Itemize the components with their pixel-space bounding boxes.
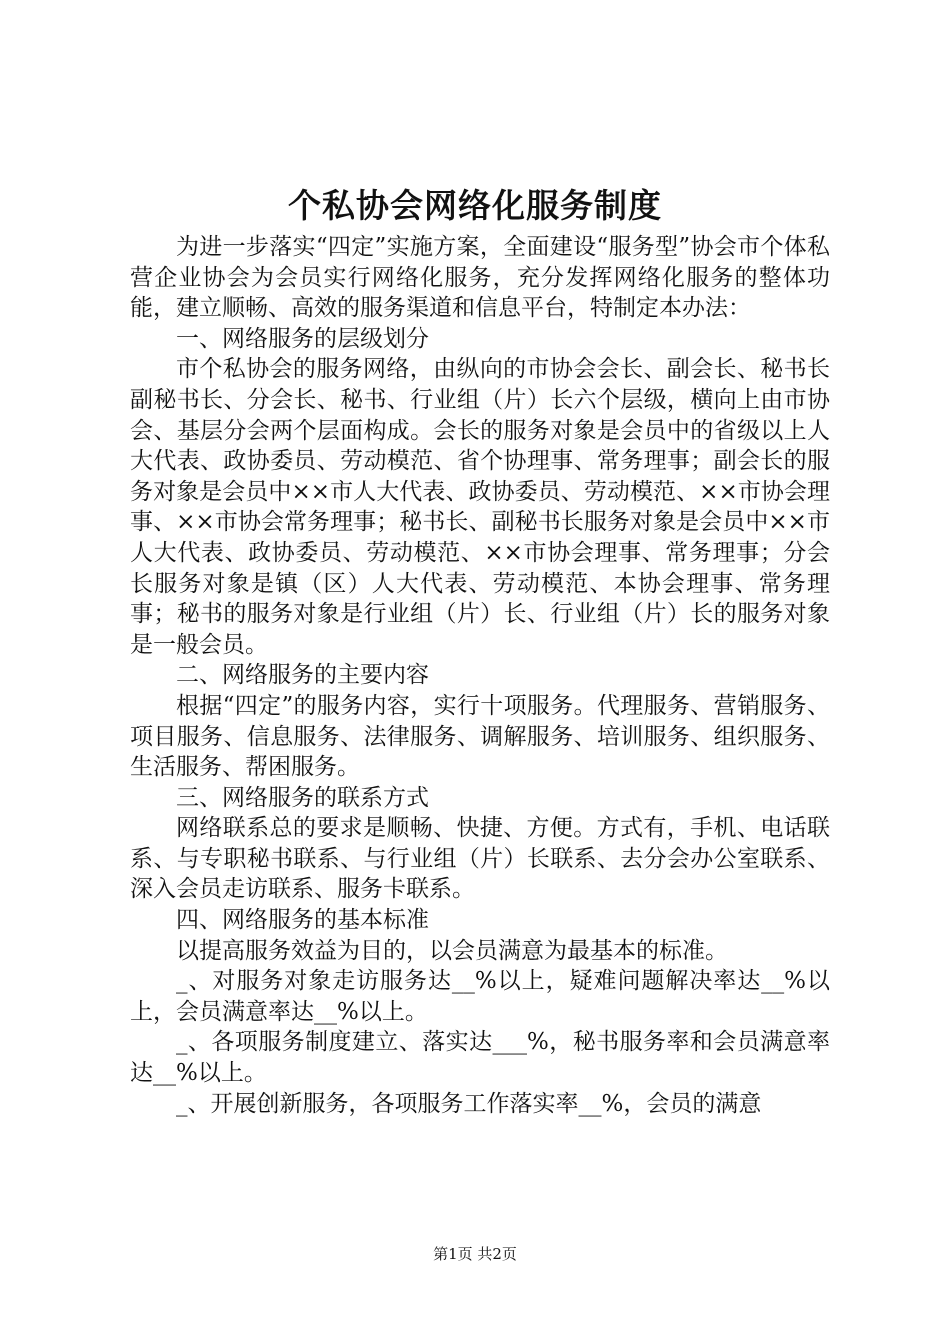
section-heading-2: 二、网络服务的主要内容 (176, 662, 429, 689)
section-3-paragraph: 网络联系总的要求是顺畅、快捷、方便。方式有，手机、电话联系、与专职秘书联系、与行业组（片）长联系、去分会办公室联系、深入会员走访联系、服务卡联系。 (130, 815, 830, 903)
standard-item-3: _、开展创新服务，各项服务工作落实率__%，会员的满意 (176, 1090, 762, 1117)
section-heading-4: 四、网络服务的基本标准 (176, 907, 429, 934)
section-2-paragraph: 根据“四定”的服务内容，实行十项服务。代理服务、营销服务、项目服务、信息服务、法律服务、调解服务、培训服务、组织服务、生活服务、帮困服务。 (130, 692, 830, 781)
section-4-paragraph: 以提高服务效益为目的，以会员满意为最基本的标准。 (176, 937, 728, 964)
standard-item-2: _、各项服务制度建立、落实达___%，秘书服务率和会员满意率达__%以上。 (130, 1029, 830, 1087)
section-heading-3: 三、网络服务的联系方式 (176, 784, 429, 811)
standard-item-1: _、对服务对象走访服务达__%以上，疑难问题解决率达__%以上，会员满意率达__%以上。 (130, 968, 830, 1025)
section-heading-1: 一、网络服务的层级划分 (176, 325, 429, 352)
document-body (130, 232, 830, 1119)
document-title: 个私协会网络化服务制度 (288, 186, 662, 225)
section-1-paragraph: 市个私协会的服务网络，由纵向的市协会会长、副会长、秘书长副秘书长、分会长、秘书、行业组（片）长六个层级，横向上由市协会、基层分会两个层面构成。会长的服务对象是会员中的省级以上人大代表、政协委员、劳动模范、省个协理事、常务理事；副会长的服务对象是会员中××市人大代表、政协委员、劳动模范、××市协会理事、××市协会常务理事；秘书长、副秘书长服务对象是会员中××市人大代表、政协委员、劳动模范、××市协会理事、常务理事；分会长服务对象是镇（区）人大代表、劳动模范、本协会理事、常务理事；秘书的服务对象是行业组（片）长、行业组（片）长的服务对象是一般会员。 (130, 356, 830, 658)
page-number-footer: 第1页 共2页 (433, 1245, 517, 1263)
intro-paragraph: 为进一步落实“四定”实施方案，全面建设“服务型”协会市个体私营企业协会为会员实行网络化服务，充分发挥网络化服务的整体功能，建立顺畅、高效的服务渠道和信息平台，特制定本办法： (130, 234, 830, 322)
